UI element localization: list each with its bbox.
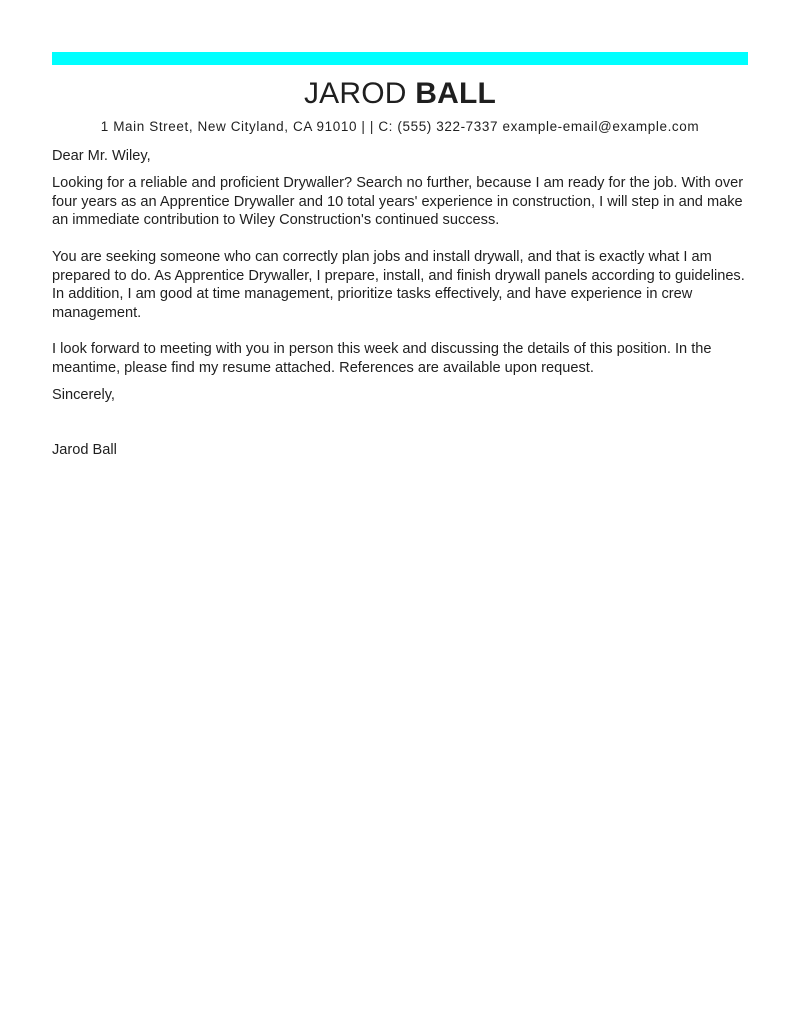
applicant-name [0, 74, 800, 114]
paragraph-qualifications: You are seeking someone who can correctly plan jobs and install drywall, and that is exactly what I am prepared to do. As Apprentice Drywaller, I prepare, install, and finish drywall panels according to guidelines. In addition, I am good at time management, prioritize tasks effectively, and have experience in crew management. [52, 249, 745, 321]
first-name: JAROD [303, 77, 407, 110]
last-name: BALL [415, 77, 496, 110]
closing: Sincerely, [52, 387, 115, 403]
contact-info: 1 Main Street, New Cityland, CA 91010 | | C: (555) 322-7337 example-email@example.com [100, 119, 700, 134]
paragraph-closing: I look forward to meeting with you in person this week and discussing the details of this position. In the meantime, please find my resume attached. References are available upon request. [52, 341, 712, 376]
signature-name: Jarod Ball [52, 442, 117, 458]
header-accent-bar [52, 52, 748, 65]
paragraph-intro: Looking for a reliable and proficient Drywaller? Search no further, because I am ready for the job. With over four years as an Apprentice Drywaller and 10 total years' experience in construction, I will step in and make an immediate contribution to Wiley Construction's continued success. [52, 175, 744, 228]
salutation: Dear Mr. Wiley, [52, 148, 151, 164]
